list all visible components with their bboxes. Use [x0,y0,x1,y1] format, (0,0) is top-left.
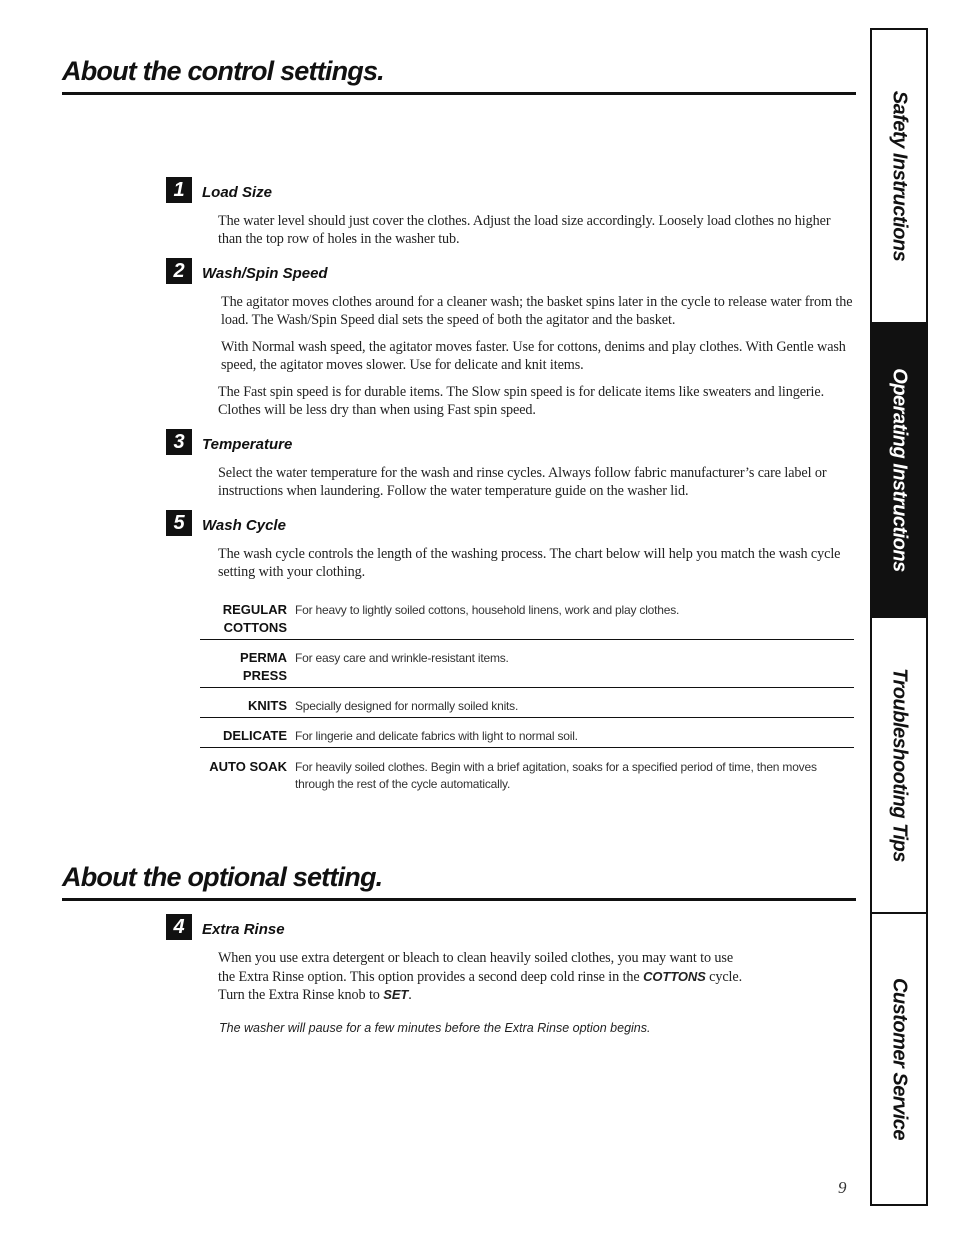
wash-spin-text-2: With Normal wash speed, the agitator moves faster. Use for cottons, denims and play clothes. With Gentle wash speed, the agitator moves slower. Use for delicate and knit items. [221,339,846,373]
tab-label: Safety Instructions [888,90,911,262]
number-badge: 5 [166,510,192,536]
cycle-divider [200,717,854,718]
set-label: SET [383,987,409,1002]
page-title: About the control settings. [62,56,384,86]
header-rule [62,898,856,901]
section-title: Extra Rinse [202,921,285,938]
wash-cycle-text: The wash cycle controls the length of the washing process. The chart below will help you match the wash cycle setting with your clothing. [218,546,841,580]
cycle-name: AUTO SOAK [209,759,287,774]
extra-rinse-text: When you use extra detergent or bleach to clean heavily soiled clothes, you may want to use the Extra Rinse option. This option provides a second deep cold rinse in the COTTONS cycle. Turn the Extra Rinse knob to SET. [218,950,743,1003]
temperature-text: Select the water temperature for the wash and rinse cycles. Always follow fabric manufacturer’s care label or instructions when laundering. Follow the water temperature guide on the washer lid. [218,465,827,499]
tab-operating-instructions[interactable] [872,322,926,618]
cycle-name: PERMA PRESS [240,650,287,683]
section-title: Temperature [202,436,293,453]
load-size-text: The water level should just cover the clothes. Adjust the load size accordingly. Loosely load clothes no higher than the top row of holes in the washer tub. [218,213,831,247]
cycle-description: Specially designed for normally soiled knits. [295,699,519,713]
cycle-name: KNITS [248,698,287,713]
number-badge: 3 [166,429,192,455]
tab-safety-instructions[interactable] [872,30,926,322]
cycle-divider [200,687,854,688]
cycle-description: For easy care and wrinkle-resistant items. [295,651,509,665]
tab-label: Troubleshooting Tips [888,668,911,862]
tab-label: Customer Service [888,977,911,1141]
cycle-divider [200,639,854,640]
optional-setting-title: About the optional setting. [62,862,383,892]
cycle-description: For lingerie and delicate fabrics with light to normal soil. [295,729,578,743]
cycle-name: DELICATE [222,728,287,743]
section-tabs [870,28,928,1206]
tab-label: Operating Instructions [888,368,911,572]
cycle-description: For heavy to lightly soiled cottons, household linens, work and play clothes. [295,603,680,617]
cottons-cycle-label: COTTONS [643,968,706,984]
number-badge: 2 [166,258,192,284]
wash-spin-text-1: The agitator moves clothes around for a cleaner wash; the basket spins later in the cycle to release water from the load. The Wash/Spin Speed dial sets the speed of both the agitator and the basket. [221,294,853,328]
section-title: Load Size [202,184,273,201]
tab-customer-service[interactable] [872,914,926,1204]
cycle-divider [200,747,854,748]
tab-troubleshooting-tips[interactable] [872,618,926,912]
section-title: Wash/Spin Speed [202,265,328,282]
wash-spin-text-3: The Fast spin speed is for durable items. The Slow spin speed is for delicate items like sweaters and lingerie. Clothes will be less dry than when using Fast spin speed. [218,384,825,418]
number-badge: 4 [166,914,192,940]
header-rule [62,92,856,95]
cycle-name: REGULAR COTTONS [222,602,287,635]
cycle-description: For heavily soiled clothes. Begin with a brief agitation, soaks for a specified period of time, then moves through the rest of the cycle automatically. [295,760,817,791]
extra-rinse-note: The washer will pause for a few minutes before the Extra Rinse option begins. [219,1021,651,1035]
page-number: 9 [838,1178,847,1197]
section-title: Wash Cycle [202,517,286,534]
number-badge: 1 [166,177,192,203]
